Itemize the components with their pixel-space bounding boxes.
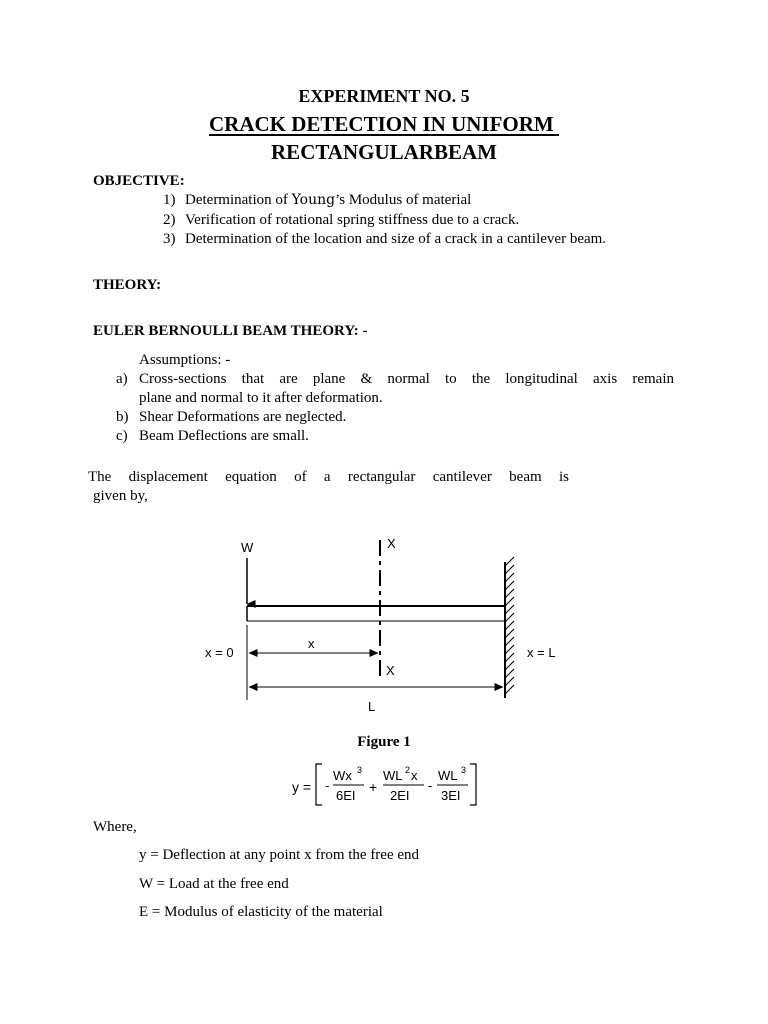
assumption-b-letter: b): [116, 409, 129, 425]
section-label-top: X: [387, 536, 396, 551]
assumption-a-line-1: Cross-sections that are plane & normal to the longitudinal axis remain: [139, 371, 674, 387]
assumption-a-line-2: plane and normal to it after deformation.: [139, 390, 383, 406]
dimension-x-label: x: [308, 636, 315, 651]
objective-heading: OBJECTIVE:: [93, 173, 185, 189]
term2-numerator-b: x: [411, 768, 418, 783]
title-line-1: CRACK DETECTION IN UNIFORM: [208, 112, 560, 136]
term3-numerator: WL: [438, 768, 458, 783]
displacement-sentence-line-2: given by,: [93, 488, 148, 504]
assumption-c-letter: c): [116, 428, 128, 444]
right-bracket: [470, 764, 476, 805]
term3-sign: -: [428, 778, 433, 793]
assumption-a-letter: a): [116, 371, 128, 387]
theory-heading: THEORY:: [93, 277, 162, 293]
term3-denominator: 3EI: [441, 788, 461, 803]
term3-exponent: 3: [461, 765, 467, 775]
equation-lhs: y =: [292, 779, 312, 795]
term2-numerator-a: WL: [383, 768, 403, 783]
dimension-l-label: L: [368, 699, 376, 714]
left-bracket: [316, 764, 322, 805]
experiment-number: EXPERIMENT NO. 5: [298, 86, 470, 106]
objective-item-2: 2) Verification of rotational spring stiffness due to a crack.: [163, 212, 520, 228]
objective-item-number: 1): [163, 192, 176, 208]
definition-y: y = Deflection at any point x from the free end: [139, 847, 420, 863]
euler-bernoulli-heading: EULER BERNOULLI BEAM THEORY: -: [93, 323, 368, 339]
title-line-2: RECTANGULARBEAM: [271, 140, 497, 164]
objective-item-number: 2): [163, 212, 176, 228]
term1-exponent: 3: [357, 765, 363, 775]
assumption-c-text: Beam Deflections are small.: [139, 428, 309, 444]
definition-w: W = Load at the free end: [139, 876, 289, 892]
term1-numerator: Wx: [333, 768, 352, 783]
term2-sign: +: [369, 779, 378, 795]
displacement-sentence-line-1: The displacement equation of a rectangular cantilever beam is: [88, 469, 569, 485]
load-label-w: W: [241, 540, 254, 555]
objective-item-number: 3): [163, 231, 176, 247]
term2-denominator: 2EI: [390, 788, 410, 803]
objective-item-3: 3) Determination of the location and size of a crack in a cantilever beam.: [163, 231, 607, 247]
assumption-b-text: Shear Deformations are neglected.: [139, 409, 347, 425]
term2-exponent: 2: [405, 765, 411, 775]
assumptions-label: Assumptions: -: [139, 352, 231, 368]
definition-e: E = Modulus of elasticity of the material: [139, 904, 383, 920]
objective-item-1: 1) Determination of Young’s Modulus of material: [163, 192, 472, 208]
section-label-bottom: X: [386, 663, 395, 678]
fixed-end-label: x = L: [527, 645, 556, 660]
free-end-label: x = 0: [205, 645, 234, 660]
where-label: Where,: [93, 819, 137, 835]
term1-denominator: 6EI: [336, 788, 356, 803]
figure-caption: Figure 1: [357, 734, 411, 750]
term1-sign: -: [325, 778, 330, 793]
